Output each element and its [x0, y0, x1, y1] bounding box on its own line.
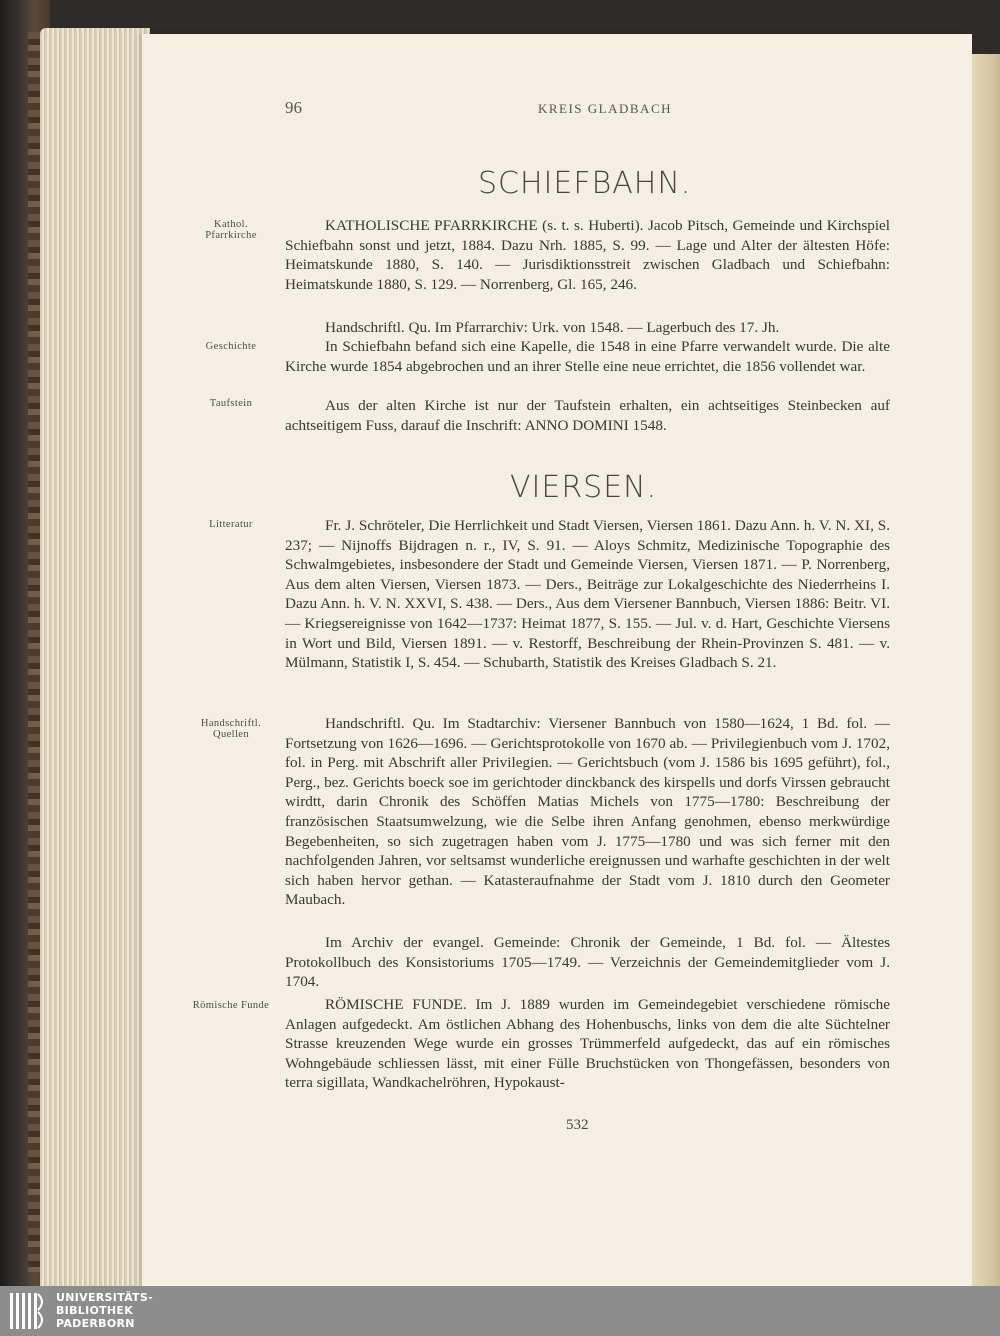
viersen-paragraph-3: [285, 933, 890, 992]
schiefbahn-p4-text: Aus der alten Kirche ist nur der Taufstein erhalten, ein achtseitiges Steinbecken auf achtseitigem Fuss, darauf die Inschrift: ANNO DOMINI 1548.: [285, 397, 890, 434]
section-heading-schiefbahn: SCHIEFBAHN.: [478, 166, 692, 201]
viersen-p1-text: Fr. J. Schröteler, Die Herrlichkeit und Stadt Viersen, Viersen 1861. Dazu Ann. h. V. N. XI, S. 237; — Nijnoffs Bijdragen n. r., IV, S. 91. — Aloys Schmitz, Medizinische Topographie des Schwalmgebietes, insbesondere der Stadt und Gemeinde Viersen, Viersen 1871. — P. Norrenberg, Aus dem alten Viersen, Viersen 1873. — Ders., Beiträge zur Lokalgeschichte des Niederrheins I. Dazu Ann. h. V. N. XXVI, S. 438. — Ders., Aus dem Viersener Bannbuch, Viersen 1886: Beitr. VI. — Kriegsereignisse von 1642—1737: Heimat 1877, S. 155. — Jul. v. d. Hart, Geschichte Viersens in Wort und Bild, Viersen 1891. — v. Restorff, Beschreibung der Rhein-Provinzen S. 481. — v. Mülmann, Statistik I, S. 454. — Schubarth, Statistik des Kreises Gladbach S. 21.: [285, 517, 890, 672]
library-footer-bar: [0, 1286, 1000, 1336]
schiefbahn-p1-text: KATHOLISCHE PFARRKIRCHE (s. t. s. Huberti). Jacob Pitsch, Gemeinde und Kirchspiel Schiefbahn sonst und jetzt, 1884. Dazu Nrh. 1885, S. 99. — Lage und Alter der ältesten Höfe: Heimatskunde 1880, S. 140. — Jurisdiktionsstreit zwischen Gladbach und Schiefbahn: Heimatskunde 1880, S. 129. — Norrenberg, Gl. 165, 246.: [285, 217, 890, 293]
page-number: 96: [285, 98, 302, 117]
schiefbahn-paragraph-1: [285, 216, 890, 294]
schiefbahn-p2-text: Handschriftl. Qu. Im Pfarrarchiv: Urk. von 1548. — Lagerbuch des 17. Jh.: [325, 319, 780, 336]
schiefbahn-paragraph-2: [285, 318, 890, 338]
scanner-corner: [968, 34, 1000, 54]
library-name: [56, 1291, 153, 1330]
margin-note-handschriftl-quellen: Handschriftl. Quellen: [200, 718, 262, 740]
margin-note-geschichte: Geschichte: [205, 341, 257, 352]
viersen-p2-text: Handschriftl. Qu. Im Stadtarchiv: Viersener Bannbuch von 1580—1624, 1 Bd. fol. — Fortsetzung von 1626—1696. — Gerichtsprotokolle von 1670 ab. — Privilegienbuch vom J. 1702, fol. in Perg. mit Abschrift aller Privilegien. — Gerichtsbuch (vom J. 1586 bis 1695 geführt), fol., Perg., bez. Gerichts boeck soe im gerichtoder dinckbanck des kirspells und dorfs Virssen gebraucht wirdtt, darin Chronik des Schöffen Matias Michels von 1775—1780: Beschreibung der französischen Staatsumwelzung, wie die Selbe ihren Anfang genohmen, ebenso merkwürdige Begebenheiten, so sich zugetragen haben vom J. 1775—1780 und was sich ferner mit den nachfolgenden Jahren, vor seltsamst wunderliche ereignussen und warhafte geschichten in der welt sich haben hervor gethan. — Katasteraufnahme der Stadt vom J. 1810 durch den Geometer Maubach.: [285, 715, 890, 909]
library-name-line-2: BIBLIOTHEK: [56, 1304, 134, 1317]
margin-note-kathol-pfarrkirche: Kathol. Pfarrkirche: [205, 219, 257, 241]
viersen-paragraph-2: [285, 714, 890, 910]
schiefbahn-paragraph-4: [285, 396, 890, 435]
running-title: KREIS GLADBACH: [537, 101, 673, 116]
library-name-line-3: PADERBORN: [56, 1317, 135, 1330]
section-heading-viersen: VIERSEN.: [510, 470, 658, 505]
library-logo-icon: [8, 1290, 48, 1332]
library-name-line-1: UNIVERSITÄTS-: [56, 1291, 153, 1304]
page-stack-edges: [40, 28, 150, 1286]
schiefbahn-p3-text: In Schiefbahn befand sich eine Kapelle, die 1548 in eine Pfarre verwandelt wurde. Die alte Kirche wurde 1854 abgebrochen und an ihrer Stelle eine neue errichtet, die 1856 vollendet war.: [285, 338, 890, 375]
page-fore-edge: [968, 34, 1000, 1286]
margin-note-roemische-funde: Römische Funde: [192, 1000, 270, 1011]
viersen-p3-text: Im Archiv der evangel. Gemeinde: Chronik der Gemeinde, 1 Bd. fol. — Ältestes Protokollbuch des Konsistoriums 1705—1749. — Verzeichnis der Gemeindemitglieder vom J. 1704.: [285, 934, 890, 991]
viersen-p4-text: RÖMISCHE FUNDE. Im J. 1889 wurden im Gemeindegebiet verschiedene römische Anlagen aufgedeckt. Am östlichen Abhang des Hohenbuschs, links von dem die alte Süchtelner Strasse kreuzenden Wege wurde ein grosses Trümmerfeld aufgedeckt, das auf ein römisches Wohngebäude schliessen lässt, mit einer Fülle Bruchstücken von Thongefässen, besonders von terra sigillata, Wandkachelröhren, Hypokaust-: [285, 996, 890, 1092]
footer-page-number: 532: [566, 1117, 589, 1133]
viersen-paragraph-1: [285, 516, 890, 673]
schiefbahn-paragraph-3: [285, 337, 890, 376]
margin-note-litteratur: Litteratur: [209, 519, 253, 530]
margin-note-taufstein: Taufstein: [209, 398, 253, 409]
viersen-paragraph-4: [285, 995, 890, 1093]
